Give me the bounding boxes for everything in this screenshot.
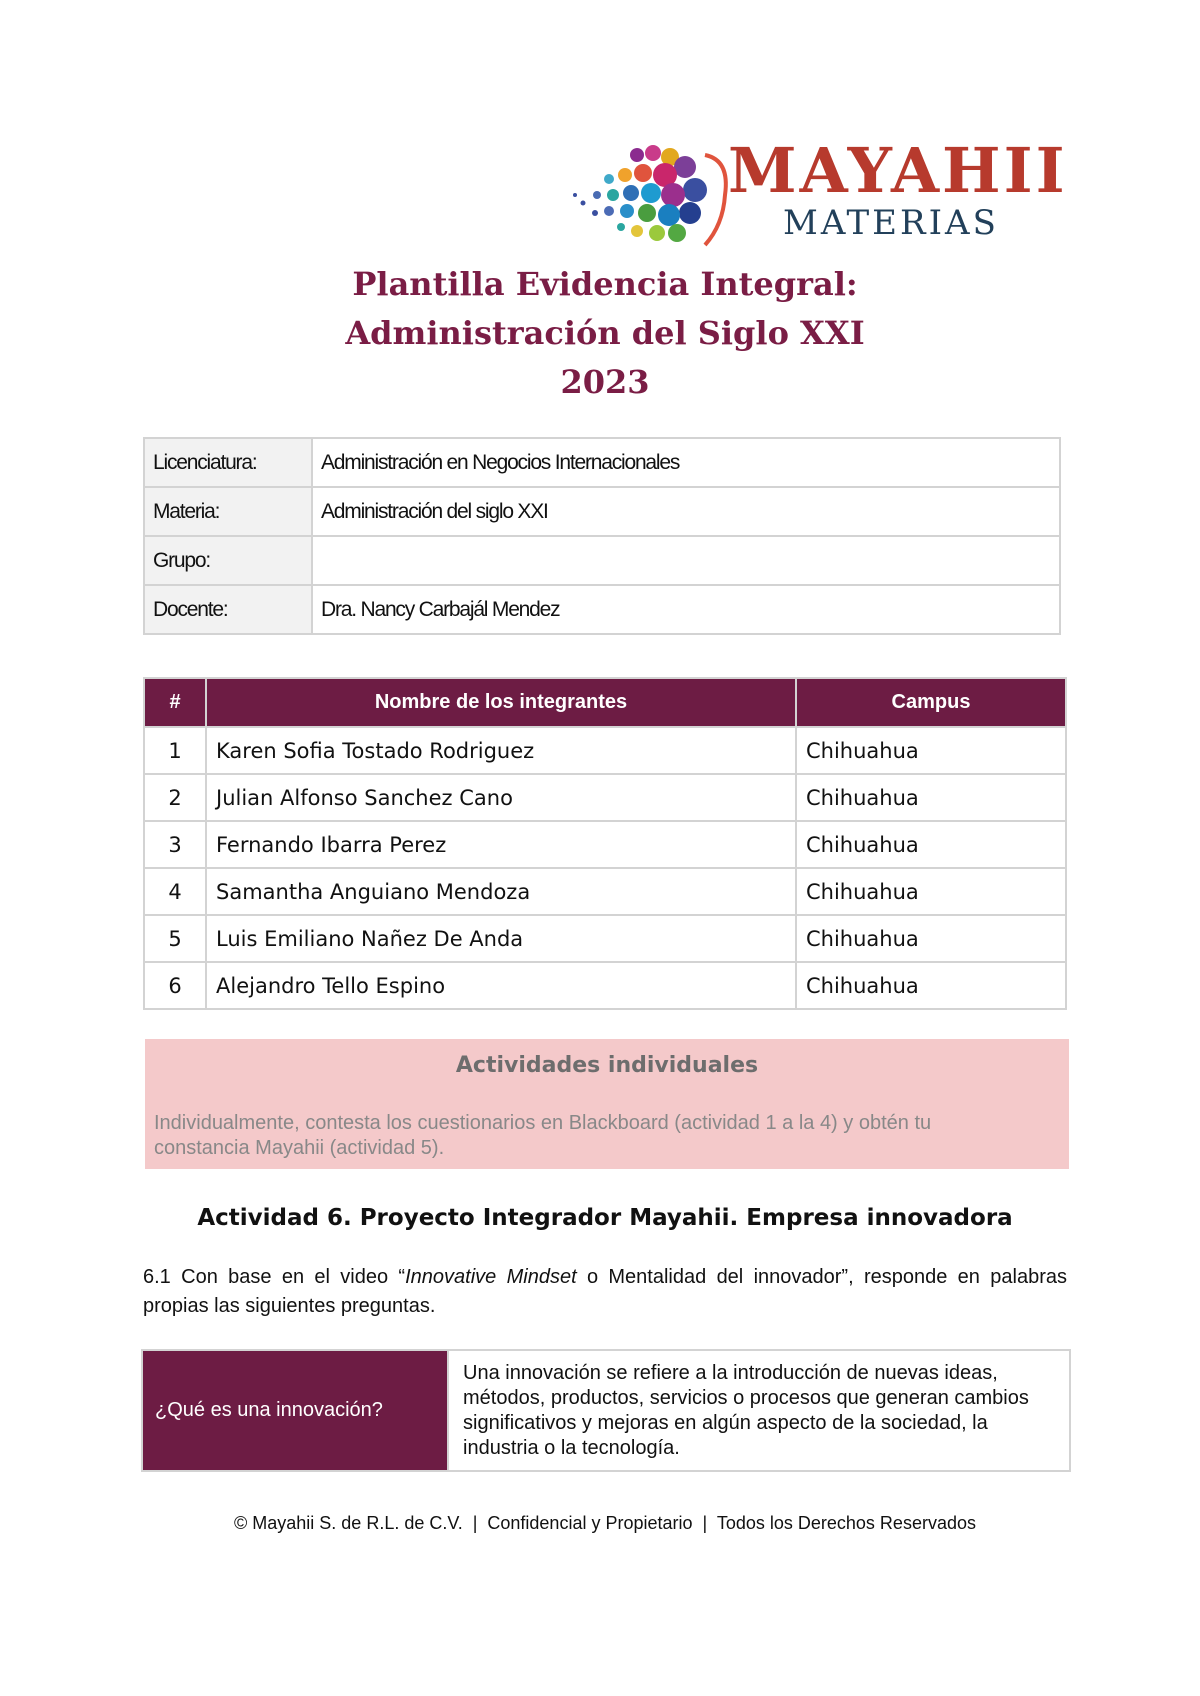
colorful-head-icon: [573, 145, 726, 245]
individual-activities-text: Individualmente, contesta los cuestionarios en Blackboard (actividad 1 a la 4) y obtén tu constancia Mayahii (actividad 5).: [154, 1112, 932, 1159]
info-value: Administración en Negocios Internacionales: [312, 438, 1060, 487]
member-name: Fernando Ibarra Perez: [206, 821, 796, 868]
info-label: Licenciatura:: [144, 438, 312, 487]
title-line-1: Plantilla Evidencia Integral:: [352, 265, 858, 303]
member-num: 3: [144, 821, 206, 868]
document-title: [0, 260, 1200, 407]
intro-text-post: o Mentalidad del innovador”, responde en palabras propias las siguientes preguntas.: [143, 1266, 1067, 1317]
member-name: Julian Alfonso Sanchez Cano: [206, 774, 796, 821]
table-row: [144, 962, 1066, 1009]
info-row: [144, 585, 1060, 634]
info-label: Docente:: [144, 585, 312, 634]
brand-subtitle: MATERIAS: [783, 203, 999, 243]
member-name: Samantha Anguiano Mendoza: [206, 868, 796, 915]
qa-table: [141, 1349, 1071, 1472]
question-cell: ¿Qué es una innovación?: [142, 1350, 448, 1471]
member-campus: Chihuahua: [796, 915, 1066, 962]
header-name: Nombre de los integrantes: [206, 678, 796, 727]
info-row: [144, 536, 1060, 585]
member-name: Karen Sofia Tostado Rodriguez: [206, 727, 796, 774]
info-value: [312, 536, 1060, 585]
member-num: 6: [144, 962, 206, 1009]
member-name: Alejandro Tello Espino: [206, 962, 796, 1009]
member-campus: Chihuahua: [796, 774, 1066, 821]
qa-row: [142, 1350, 1070, 1471]
table-row: [144, 727, 1066, 774]
info-label: Grupo:: [144, 536, 312, 585]
individual-activities-heading: Actividades individuales: [455, 1053, 759, 1078]
title-line-2: Administración del Siglo XXI: [345, 314, 865, 352]
brand-name: MAYAHII: [728, 134, 1068, 207]
members-table: [143, 677, 1067, 1010]
member-campus: Chihuahua: [796, 821, 1066, 868]
footer: © Mayahii S. de R.L. de C.V. | Confidencial y Propietario | Todos los Derechos Reservados: [234, 1513, 976, 1533]
answer-cell: Una innovación se refiere a la introducción de nuevas ideas, métodos, productos, servicios o procesos que generan cambios significativos y mejoras en algún aspecto de la sociedad, la industria o la tecnología.: [448, 1350, 1070, 1471]
member-num: 4: [144, 868, 206, 915]
header-campus: Campus: [796, 678, 1066, 727]
activity-6-heading: Actividad 6. Proyecto Integrador Mayahii. Empresa innovadora: [197, 1205, 1013, 1231]
member-num: 1: [144, 727, 206, 774]
member-num: 5: [144, 915, 206, 962]
info-row: [144, 438, 1060, 487]
info-label: Materia:: [144, 487, 312, 536]
individual-activities-box: [145, 1039, 1069, 1169]
table-row: [144, 821, 1066, 868]
activity-6-1-instructions: [143, 1263, 1067, 1321]
info-value: Administración del siglo XXI: [312, 487, 1060, 536]
member-name: Luis Emiliano Nañez De Anda: [206, 915, 796, 962]
title-line-3: 2023: [560, 363, 650, 401]
member-campus: Chihuahua: [796, 868, 1066, 915]
video-title: Innovative Mindset: [405, 1266, 577, 1288]
members-header-row: [144, 678, 1066, 727]
table-row: [144, 915, 1066, 962]
member-campus: Chihuahua: [796, 962, 1066, 1009]
info-row: [144, 487, 1060, 536]
info-value: Dra. Nancy Carbajál Mendez: [312, 585, 1060, 634]
header-num: #: [144, 678, 206, 727]
member-num: 2: [144, 774, 206, 821]
intro-text-pre: 6.1 Con base en el video “: [143, 1266, 406, 1288]
table-row: [144, 774, 1066, 821]
table-row: [144, 868, 1066, 915]
course-info-table: [143, 437, 1061, 635]
member-campus: Chihuahua: [796, 727, 1066, 774]
